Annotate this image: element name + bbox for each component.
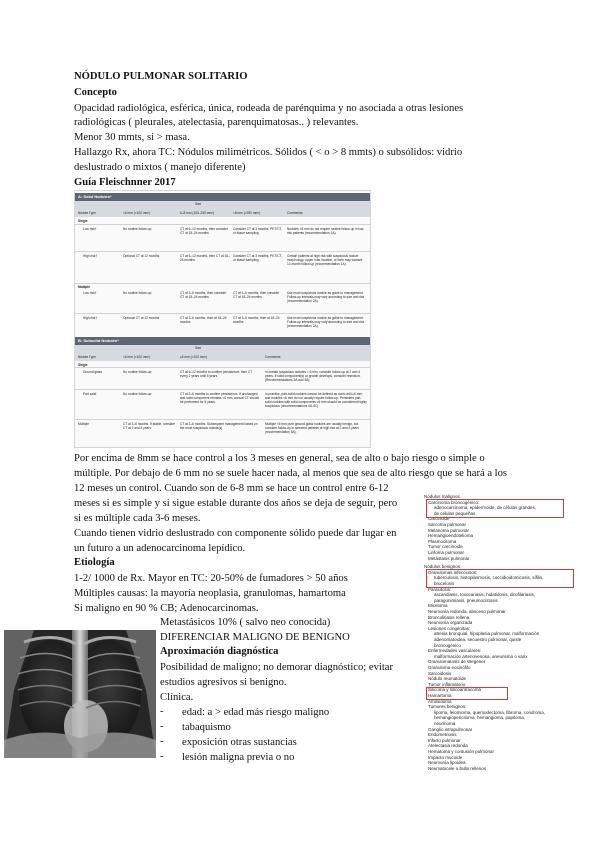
paragraph-line: 1-2/ 1000 de Rx. Mayor en TC: 20-50% de fumadores > 50 años (74, 573, 348, 584)
paragraph-line: Por encima de 8mm se hace control a los 3 meses en general, sea de alto o bajo riesgo o simple o (74, 453, 485, 464)
bullet-dash: - (160, 736, 164, 747)
list-item: Silicoma y silicoantracoma (428, 687, 482, 693)
list-item: Amiloidoma (428, 698, 452, 704)
fleischner-table (74, 190, 371, 448)
section-heading-guia: Guía Fleischnner 2017 (74, 177, 176, 188)
paragraph-line: múltiple. Por debajo de 6 mm no se suele hacer nada, al menos que sea de alto riesgo que se hará a los (74, 468, 508, 479)
col-header: Nodule Type (78, 211, 96, 215)
bullet-dash: - (160, 751, 164, 762)
table-cell: No routine follow-up (123, 392, 152, 396)
list-item: Micetoma (428, 603, 448, 609)
list-item: edad: a > edad más riesgo maligno (182, 707, 330, 718)
table-cell: CT at 3–6 months. If stable, consider CT at 2 and 4 years. (123, 422, 176, 430)
paragraph-line: meses si es simple y si sigue estable durante dos años se deja de seguir, pero (74, 498, 398, 509)
list-item: Atelectasia redonda (428, 743, 468, 749)
list-item: adenomatoidea, secuestro pulmonar, quiste (434, 637, 522, 642)
table-cell: CT at 6–12 months to confirm persistence, then CT every 2 years until 5 years (180, 370, 253, 378)
table-cell: CT at 3–6 months, then at 18–24 months (233, 316, 280, 324)
list-item: Enfermedades vasculares: (428, 648, 482, 654)
table-cell: Use most suspicious nodule as guide to management. Follow-up intervals may vary according to size and risk (recommendation 2A). (287, 316, 365, 328)
paragraph-line: Opacidad radiológica, esférica, única, rodeada de parénquima y no asociada a otras lesiones (74, 103, 464, 114)
list-item: Nódulo reumatoide (428, 676, 467, 682)
list-item: Ganglio intrapulmonar (428, 726, 473, 732)
list-item: Tumor inflamatorio (428, 681, 466, 687)
list-item: Melanoma pulmonar (428, 527, 470, 533)
table-cell: Use most suspicious nodule as guide to management. Follow-up intervals may vary according to size and risk (recommendation 2A). (287, 291, 365, 303)
list-item: Tumor carcinoide (428, 544, 463, 550)
list-item: exposición otras sustancias (182, 737, 297, 748)
page-title: NÓDULO PULMONAR SOLITARIO (74, 71, 248, 82)
list-item: hemangiopericitoma, hemangioma, papiloma, (434, 715, 526, 721)
list-item: Hemangioendotelioma (428, 533, 474, 539)
table-cell: Consider CT at 3 months, PET/CT, or tissue sampling (233, 227, 283, 235)
list-item: Linfoma pulmonar (428, 550, 465, 555)
table-cell: CT at 3–6 months. Subsequent management based on the most suspicious nodule(s). (180, 422, 258, 430)
list-item: Impacto mucoide (428, 754, 463, 760)
table-cell: CT at 6–12 months, then CT at 18–24 months (180, 254, 230, 262)
bullet-dash: - (160, 706, 164, 717)
section-heading-etiologia: Etiología (74, 557, 115, 568)
table-cell: High risk† (83, 316, 98, 320)
table-cell: Low risk† (83, 291, 97, 295)
table-cell: No routine follow-up (123, 291, 152, 295)
list-item: malformación arteriovenosa, aneurisma o varix (434, 653, 528, 659)
list-item: Carcinoma broncogénico: (428, 499, 480, 505)
table-cell: Optional CT at 12 months (123, 316, 160, 320)
paragraph-line: 12 meses un control. Cuando son de 6-8 mm se hace un control entre 6-12 (74, 483, 389, 494)
table-cell: CT at 3–6 months, then at 18–24 months (180, 316, 227, 324)
list-item: atresia bronquial, hipoplasia pulmonar, malformación (434, 631, 540, 637)
paragraph-line: DIFERENCIAR MALIGNO DE BENIGNO (160, 632, 350, 643)
paragraph-line: estudios agresivos si benigno. (160, 677, 287, 688)
col-header: Comments (287, 211, 303, 215)
table-cell: CT at 3–6 months, then consider CT at 18–24 months (233, 291, 280, 299)
list-item: Neumonía lipoidea (428, 760, 466, 766)
col-header: <6 mm (<100 mm³) (123, 355, 151, 359)
list-item: Neumonía redonda, absceso pulmonar (428, 609, 506, 614)
table-cell: Multiple <6 mm pure ground-glass nodules are usually benign, but consider follow-up in selected patients at high risk at 2 and 4 years (recommendation 5A). (265, 422, 359, 434)
list-heading: Nódulos benignos (424, 564, 461, 570)
table-cell: No routine follow-up (123, 370, 152, 374)
solid-nodules-title: A: Solid Nodules* (75, 193, 370, 201)
paragraph-line: Si maligno en 90 % CB; Adenocarcinomas. (74, 603, 259, 614)
list-item: Plasmocitoma (428, 538, 457, 544)
list-item: Broncolitiasis rellena (428, 614, 470, 620)
table-cell: No routine follow-up (123, 227, 152, 231)
differential-diagnosis-list (422, 492, 590, 771)
list-item: brucelosis (434, 581, 455, 586)
list-item: tuberculosis, histoplasmosis, coccidioidomicosis, sífilis, (434, 575, 544, 581)
list-item: Metástasis pulmonar (428, 555, 470, 561)
section-heading-concepto: Concepto (74, 87, 117, 98)
list-item: paragonimiasis, pneumocistosis (434, 597, 498, 603)
col-header: 6–8 mm (100–250 mm³) (180, 211, 215, 215)
paragraph-line: Múltiples causas: la mayoría neoplasia, granulomas, hamartoma (74, 588, 346, 599)
paragraph-line: Metastásicos 10% ( salvo neo conocida) (160, 617, 331, 628)
paragraph-line: deslustrado o mixtos ( manejo diferente) (74, 162, 246, 173)
table-cell: CT at 6–12 months, then consider CT at 18–24 months (180, 227, 228, 235)
table-cell: In certain suspicious nodules < 6 mm, consider follow-up at 2 and 4 years. If solid component(s) or growth develops, consider resection. (Recommendations 3A and 4A). (265, 370, 361, 382)
col-header: Nodule Type (78, 355, 96, 359)
paragraph-line: Menor 30 mmts, si > masa. (74, 132, 190, 143)
table-cell: Certain patients at high risk with suspicious nodule morphology, upper lobe location, or both may warrant 12-month follow-up (recommendation 1A). (287, 254, 363, 266)
list-item: tabaquismo (182, 722, 231, 733)
list-item: Sarcoidosis (428, 670, 452, 676)
size-label: Size (195, 346, 202, 350)
col-header: Comments (265, 355, 281, 359)
list-item: Parasitosis: (428, 586, 452, 592)
paragraph-line: si es múltiple cada 3-6 meses. (74, 513, 201, 524)
list-item: Neumonía organizada (428, 620, 473, 626)
list-item: ascaridiasis, toxocariasis, hidatidosis, dirofilariasis, (434, 592, 536, 598)
highlight-box (426, 499, 564, 518)
list-item: lipoma, leiomioma, quemodectoma, fibroma, condroma, (434, 709, 546, 715)
list-item: Hamartoma (428, 693, 452, 698)
list-item: Granulomatosis de Wegener (428, 659, 486, 665)
list-item: Sarcoma pulmonar (428, 522, 467, 527)
list-item: lesión maligna previa o no (182, 752, 295, 763)
table-cell: Consider CT at 3 months, PET/CT, or tissue sampling (233, 254, 283, 262)
paragraph-line: radiológicas ( pleurales, atelectasia, parenquimatosas.. ) relevantes. (74, 117, 359, 128)
list-item: broncogénico (434, 642, 462, 648)
table-cell: CT at 3–6 months to confirm persistence. If unchanged and solid component remains <6 mm, annual CT should be performed for 5 years. (180, 392, 260, 404)
list-item: Tumores benignos: (428, 704, 467, 710)
list-item: de células pequeñas (434, 510, 476, 516)
paragraph-line: Hallazgo Rx, ahora TC: Nódulos milimétricos. Sólidos ( < o > 8 mmts) o subsólidos: vidrio (74, 147, 463, 158)
table-cell: CT at 3–6 months, then consider CT at 18–24 months (180, 291, 227, 299)
list-item: Endometriosis (428, 732, 457, 738)
group-label: Single (78, 219, 88, 223)
group-label: Single (78, 363, 88, 367)
list-item: adenocarcinoma, epidermoide, de células grandes, (434, 505, 537, 511)
table-cell: Optional CT at 12 months (123, 254, 160, 258)
paragraph-line: Clínica. (160, 692, 194, 703)
paragraph-line: un futuro a un adenocarcinoma lepídico. (74, 543, 246, 554)
table-cell: Low risk† (83, 227, 97, 231)
xray-illustration (4, 630, 156, 758)
table-cell: Nodules <6 mm do not require routine follow-up in low-risk patients (recommendation 1A). (287, 227, 365, 235)
list-item: neurinoma (434, 721, 456, 726)
col-header: >8 mm (>250 mm³) (233, 211, 261, 215)
list-item: Granuloma eosinófilo (428, 665, 471, 670)
size-label: Size (195, 202, 202, 206)
table-cell: Multiple (78, 422, 89, 426)
list-item: Neumatocele o bulla rellenos (428, 765, 487, 771)
chest-xray-image (4, 630, 156, 758)
list-item: Infarto pulmonar (428, 737, 461, 743)
table-cell: Ground glass (83, 370, 102, 374)
list-item: Lesiones congénitas: (428, 625, 471, 631)
bullet-dash: - (160, 721, 164, 732)
list-heading: Nódulos malignos (424, 494, 460, 499)
table-cell: High risk† (83, 254, 98, 258)
group-label: Multiple (78, 285, 91, 289)
list-item: Carcinoide (428, 516, 450, 522)
subsolid-nodules-title: B: Subsolid Nodules* (75, 337, 370, 345)
table-cell: In practice, part-solid nodules cannot be defined as such until ≥6 mm, and nodules <6 mm do not usually require follow-up. Persistent part-solid nodules with solid components ≥6 mm should be considered highly suspicious (recommendations 4A-4C). (265, 392, 367, 408)
table-cell: Part solid (83, 392, 97, 396)
col-header: <6 mm (<100 mm³) (123, 211, 151, 215)
list-item: Granulomas infecciosos: (428, 569, 478, 575)
paragraph-line: Cuando tienen vidrio deslustrado con componente sólido puede dar lugar en (74, 528, 397, 539)
highlight-box (426, 687, 508, 701)
highlight-box (426, 569, 574, 588)
paragraph-line: Posibilidad de maligno; no demorar diagnóstico; evitar (160, 662, 394, 673)
section-heading-aproximacion: Aproximación diagnóstica (160, 646, 279, 657)
col-header: ≥6 mm (>100 mm³) (180, 355, 208, 359)
list-item: Hematoma y contusión pulmonar (428, 749, 495, 754)
